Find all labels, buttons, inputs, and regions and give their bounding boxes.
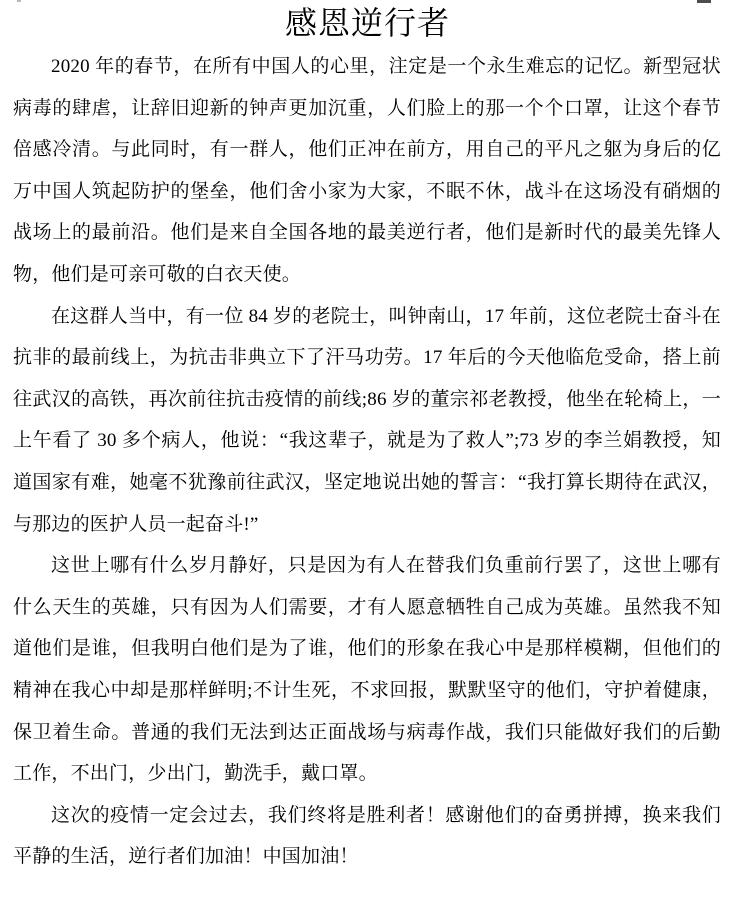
window-edge-artifact bbox=[697, 0, 711, 3]
paragraph-reflection: 这世上哪有什么岁月静好，只是因为有人在替我们负重前行罢了，这世上哪有什么天生的英雄，只有因为人们需要，才有人愿意牺牲自己成为英雄。虽然我不知道他们是谁，但我明白他们是为了谁，他们的形象在我心中是那样模糊，但他们的精神在我心中却是那样鲜明;不计生死，不求回报，默默坚守的他们，守护着健康，保卫着生命。普通的我们无法到达正面战场与病毒作战，我们只能做好我们的后勤工作，不出门，少出门，勤洗手，戴口罩。 bbox=[13, 555, 721, 785]
paragraph-heroes: 在这群人当中，有一位 84 岁的老院士，叫钟南山，17 年前，这位老院士奋斗在抗非的最前线上，为抗击非典立下了汗马功劳。17 年后的今天他临危受命，搭上前往武汉的高铁，再次前往抗击疫情的前线;86 岁的董宗祁老教授，他坐在轮椅上，一上午看了 30 多个病人，他说：“我这辈子，就是为了救人”;73 岁的李兰娟教授，知道国家有难，她毫不犹豫前往武汉，坚定地说出她的誓言：“我打算长期待在武汉，与那边的医护人员一起奋斗!” bbox=[13, 305, 721, 535]
document-body bbox=[0, 46, 735, 878]
paragraph-closing: 这次的疫情一定会过去，我们终将是胜利者！感谢他们的奋勇拼搏，换来我们平静的生活，逆行者们加油！中国加油！ bbox=[13, 804, 721, 868]
document-title: 感恩逆行者 bbox=[284, 5, 450, 41]
window-edge-speck bbox=[17, 0, 21, 2]
paragraph-intro: 2020 年的春节，在所有中国人的心里，注定是一个永生难忘的记忆。新型冠状病毒的肆虐，让辞旧迎新的钟声更加沉重，人们脸上的那一个个口罩，让这个春节倍感冷清。与此同时，有一群人，他们正冲在前方，用自己的平凡之躯为身后的亿万中国人筑起防护的堡垒，他们舍小家为大家，不眠不休，战斗在这场没有硝烟的战场上的最前沿。他们是来自全国各地的最美逆行者，他们是新时代的最美先锋人物，他们是可亲可敬的白衣天使。 bbox=[13, 56, 721, 285]
